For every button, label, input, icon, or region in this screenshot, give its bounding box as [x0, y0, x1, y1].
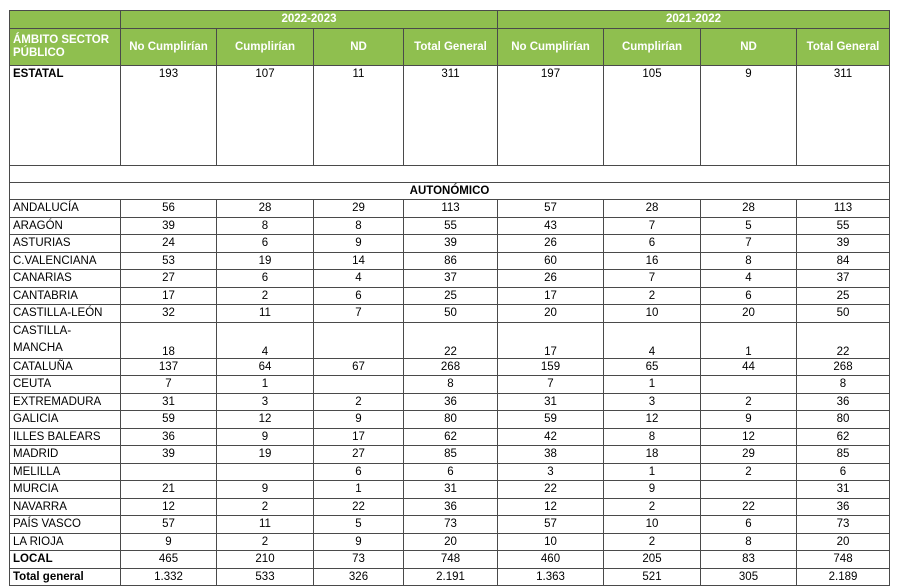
table-cell: 57: [121, 516, 217, 534]
table-cell: 7: [604, 217, 701, 235]
table-row: [10, 252, 890, 270]
table-cell: 193: [121, 66, 217, 166]
table-cell: 25: [797, 287, 890, 305]
table-cell: 55: [797, 217, 890, 235]
table-cell: [314, 322, 404, 358]
table-cell: 8: [701, 252, 797, 270]
table-cell: 22: [797, 322, 890, 358]
table-cell: 57: [498, 200, 604, 218]
table-cell: 22: [498, 481, 604, 499]
data-table-container: [9, 10, 889, 586]
table-row: [10, 446, 890, 464]
table-cell: 59: [121, 411, 217, 429]
table-cell: 210: [217, 551, 314, 569]
table-row: [10, 516, 890, 534]
table-row: [10, 533, 890, 551]
column-header-no-cumplirian-b: No Cumplirían: [498, 29, 604, 66]
table-cell: 11: [217, 516, 314, 534]
table-row: [10, 358, 890, 376]
table-cell: 6: [797, 463, 890, 481]
table-cell: [701, 481, 797, 499]
table-cell: 26: [498, 235, 604, 253]
table-row: [10, 305, 890, 323]
table-cell: 197: [498, 66, 604, 166]
table-cell: 29: [701, 446, 797, 464]
row-label: EXTREMADURA: [10, 393, 121, 411]
table-cell: 20: [404, 533, 498, 551]
table-cell: 2.189: [797, 568, 890, 586]
table-cell: 67: [314, 358, 404, 376]
table-row: [10, 322, 890, 358]
table-cell: 39: [121, 446, 217, 464]
table-cell: 20: [797, 533, 890, 551]
table-cell: 10: [498, 533, 604, 551]
table-cell: 36: [797, 393, 890, 411]
row-label: ANDALUCÍA: [10, 200, 121, 218]
table-cell: 12: [701, 428, 797, 446]
table-row: [10, 235, 890, 253]
row-label: CANARIAS: [10, 270, 121, 288]
table-cell: 10: [604, 305, 701, 323]
table-cell: 31: [797, 481, 890, 499]
table-cell: 311: [404, 66, 498, 166]
table-cell: 8: [604, 428, 701, 446]
table-cell: 12: [121, 498, 217, 516]
row-label: CEUTA: [10, 376, 121, 394]
table-row: [10, 376, 890, 394]
table-cell: 9: [217, 428, 314, 446]
table-row: [10, 411, 890, 429]
column-header-total-b: Total General: [797, 29, 890, 66]
table-cell: [121, 463, 217, 481]
table-cell: 16: [604, 252, 701, 270]
table-cell: 36: [404, 393, 498, 411]
table-cell: 31: [121, 393, 217, 411]
table-cell: 36: [404, 498, 498, 516]
table-cell: 11: [217, 305, 314, 323]
table-cell: 9: [314, 235, 404, 253]
table-cell: 60: [498, 252, 604, 270]
table-cell: 14: [314, 252, 404, 270]
table-cell: 12: [217, 411, 314, 429]
table-cell: 22: [701, 498, 797, 516]
table-cell: 22: [314, 498, 404, 516]
table-cell: 17: [121, 287, 217, 305]
row-label: CASTILLA-MANCHA: [10, 322, 121, 358]
header-blank: [10, 11, 121, 29]
table-cell: 159: [498, 358, 604, 376]
table-cell: 50: [797, 305, 890, 323]
table-cell: 1: [604, 463, 701, 481]
table-cell: 5: [314, 516, 404, 534]
table-cell: 73: [797, 516, 890, 534]
row-label: MADRID: [10, 446, 121, 464]
table-cell: 27: [121, 270, 217, 288]
table-cell: 37: [797, 270, 890, 288]
table-cell: 24: [121, 235, 217, 253]
table-cell: 9: [314, 411, 404, 429]
table-cell: 3: [604, 393, 701, 411]
table-cell: 65: [604, 358, 701, 376]
table-cell: 83: [701, 551, 797, 569]
table-cell: 18: [121, 322, 217, 358]
table-cell: 42: [498, 428, 604, 446]
table-cell: 8: [797, 376, 890, 394]
table-cell: 6: [404, 463, 498, 481]
table-row: [10, 498, 890, 516]
table-cell: 39: [121, 217, 217, 235]
table-cell: 9: [217, 481, 314, 499]
table-cell: 1: [314, 481, 404, 499]
table-cell: 1.332: [121, 568, 217, 586]
row-label: LA RIOJA: [10, 533, 121, 551]
year-header-2021-2022: 2021-2022: [498, 11, 890, 29]
column-header-cumplirian-a: Cumplirían: [217, 29, 314, 66]
table-row: [10, 270, 890, 288]
table-row: [10, 551, 890, 569]
table-cell: 2: [217, 533, 314, 551]
table-cell: 80: [797, 411, 890, 429]
compliance-table: [9, 10, 890, 586]
column-header-ambito: ÁMBITO SECTOR PÚBLICO: [10, 29, 121, 66]
table-row-estatal: [10, 66, 890, 166]
table-cell: 39: [404, 235, 498, 253]
table-cell: 4: [217, 322, 314, 358]
table-cell: 748: [797, 551, 890, 569]
table-cell: 4: [701, 270, 797, 288]
table-cell: 56: [121, 200, 217, 218]
table-cell: 1: [217, 376, 314, 394]
table-cell: 9: [604, 481, 701, 499]
table-cell: 31: [404, 481, 498, 499]
row-label: ARAGÓN: [10, 217, 121, 235]
table-cell: 748: [404, 551, 498, 569]
table-cell: 4: [314, 270, 404, 288]
row-label: C.VALENCIANA: [10, 252, 121, 270]
table-cell: 4: [604, 322, 701, 358]
table-cell: 85: [404, 446, 498, 464]
table-cell: 205: [604, 551, 701, 569]
table-row: [10, 481, 890, 499]
table-cell: 20: [701, 305, 797, 323]
table-cell: 38: [498, 446, 604, 464]
table-cell: 28: [701, 200, 797, 218]
table-cell: 18: [604, 446, 701, 464]
table-cell: 2: [314, 393, 404, 411]
table-cell: 268: [404, 358, 498, 376]
table-cell: 2.191: [404, 568, 498, 586]
spacer-cell: [10, 166, 890, 183]
table-cell: 57: [498, 516, 604, 534]
table-cell: 64: [217, 358, 314, 376]
table-cell: 50: [404, 305, 498, 323]
table-cell: 59: [498, 411, 604, 429]
row-label: LOCAL: [10, 551, 121, 569]
row-label: PAÍS VASCO: [10, 516, 121, 534]
table-cell: 113: [797, 200, 890, 218]
table-cell: 311: [797, 66, 890, 166]
row-label: CASTILLA-LEÓN: [10, 305, 121, 323]
table-cell: 2: [701, 393, 797, 411]
table-cell: 2: [604, 533, 701, 551]
table-cell: 85: [797, 446, 890, 464]
table-cell: 6: [314, 463, 404, 481]
column-header-no-cumplirian-a: No Cumplirían: [121, 29, 217, 66]
column-header-nd-b: ND: [701, 29, 797, 66]
table-row: [10, 287, 890, 305]
table-row: [10, 463, 890, 481]
row-label: ESTATAL: [10, 66, 121, 166]
table-cell: 460: [498, 551, 604, 569]
table-cell: 2: [217, 287, 314, 305]
table-cell: 62: [404, 428, 498, 446]
table-cell: 29: [314, 200, 404, 218]
table-cell: 1.363: [498, 568, 604, 586]
table-cell: 55: [404, 217, 498, 235]
table-cell: 28: [217, 200, 314, 218]
column-header-nd-a: ND: [314, 29, 404, 66]
table-cell: 80: [404, 411, 498, 429]
table-cell: 86: [404, 252, 498, 270]
section-row-autonomico: [10, 183, 890, 200]
table-cell: 107: [217, 66, 314, 166]
table-cell: 8: [404, 376, 498, 394]
table-cell: 17: [498, 287, 604, 305]
table-cell: 84: [797, 252, 890, 270]
table-cell: [314, 376, 404, 394]
table-cell: 19: [217, 252, 314, 270]
table-cell: 53: [121, 252, 217, 270]
table-cell: 105: [604, 66, 701, 166]
table-cell: 11: [314, 66, 404, 166]
table-cell: 2: [604, 498, 701, 516]
table-row: [10, 217, 890, 235]
table-cell: 36: [797, 498, 890, 516]
row-label: NAVARRA: [10, 498, 121, 516]
table-cell: 9: [701, 411, 797, 429]
table-cell: 62: [797, 428, 890, 446]
table-cell: 25: [404, 287, 498, 305]
table-cell: 7: [498, 376, 604, 394]
row-label: ASTURIAS: [10, 235, 121, 253]
table-cell: 12: [604, 411, 701, 429]
table-cell: 8: [314, 217, 404, 235]
table-row: [10, 428, 890, 446]
table-cell: 3: [217, 393, 314, 411]
table-cell: 8: [701, 533, 797, 551]
table-cell: 20: [498, 305, 604, 323]
row-label: CANTABRIA: [10, 287, 121, 305]
table-cell: 6: [701, 287, 797, 305]
table-cell: 268: [797, 358, 890, 376]
table-cell: 39: [797, 235, 890, 253]
table-row: [10, 200, 890, 218]
table-cell: 5: [701, 217, 797, 235]
table-cell: 9: [121, 533, 217, 551]
table-cell: 8: [217, 217, 314, 235]
table-row: [10, 393, 890, 411]
table-cell: 27: [314, 446, 404, 464]
table-cell: 6: [604, 235, 701, 253]
table-cell: 7: [121, 376, 217, 394]
row-label: Total general: [10, 568, 121, 586]
table-cell: 465: [121, 551, 217, 569]
year-header-2022-2023: 2022-2023: [121, 11, 498, 29]
table-cell: 37: [404, 270, 498, 288]
table-cell: 12: [498, 498, 604, 516]
table-cell: 2: [701, 463, 797, 481]
table-cell: 73: [314, 551, 404, 569]
table-cell: [701, 376, 797, 394]
table-cell: 10: [604, 516, 701, 534]
table-cell: 19: [217, 446, 314, 464]
table-cell: 326: [314, 568, 404, 586]
row-label: MELILLA: [10, 463, 121, 481]
table-cell: 6: [217, 270, 314, 288]
column-header-total-a: Total General: [404, 29, 498, 66]
table-cell: 521: [604, 568, 701, 586]
table-cell: 22: [404, 322, 498, 358]
table-cell: 43: [498, 217, 604, 235]
table-cell: 7: [314, 305, 404, 323]
table-cell: 44: [701, 358, 797, 376]
table-cell: 305: [701, 568, 797, 586]
table-cell: 28: [604, 200, 701, 218]
table-cell: 31: [498, 393, 604, 411]
table-cell: 533: [217, 568, 314, 586]
spacer-row: [10, 166, 890, 183]
table-cell: 17: [498, 322, 604, 358]
table-cell: 3: [498, 463, 604, 481]
table-cell: 17: [314, 428, 404, 446]
table-cell: 113: [404, 200, 498, 218]
table-cell: 9: [314, 533, 404, 551]
table-cell: 7: [701, 235, 797, 253]
row-label: ILLES BALEARS: [10, 428, 121, 446]
table-cell: 21: [121, 481, 217, 499]
table-cell: 1: [604, 376, 701, 394]
column-header-cumplirian-b: Cumplirían: [604, 29, 701, 66]
table-cell: [217, 463, 314, 481]
table-cell: 32: [121, 305, 217, 323]
row-label: MURCIA: [10, 481, 121, 499]
table-cell: 6: [217, 235, 314, 253]
table-cell: 73: [404, 516, 498, 534]
table-cell: 26: [498, 270, 604, 288]
table-cell: 6: [701, 516, 797, 534]
table-cell: 7: [604, 270, 701, 288]
table-cell: 6: [314, 287, 404, 305]
table-cell: 1: [701, 322, 797, 358]
table-cell: 2: [604, 287, 701, 305]
row-label: CATALUÑA: [10, 358, 121, 376]
table-cell: 9: [701, 66, 797, 166]
table-cell: 2: [217, 498, 314, 516]
section-label: AUTONÓMICO: [10, 183, 890, 200]
table-cell: 36: [121, 428, 217, 446]
row-label: GALICIA: [10, 411, 121, 429]
table-cell: 137: [121, 358, 217, 376]
